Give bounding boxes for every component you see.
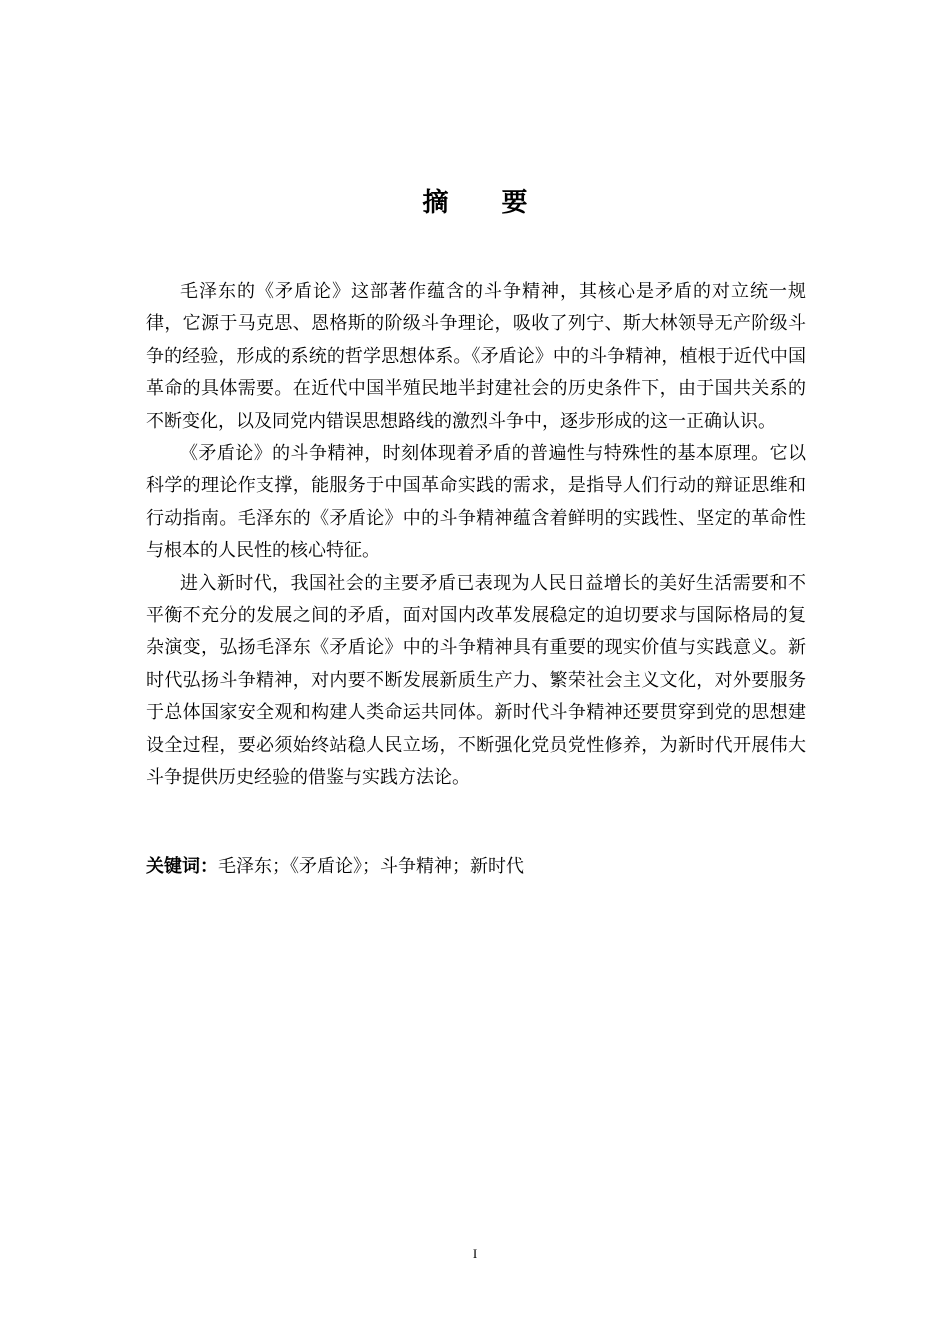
page-title: 摘 要 xyxy=(422,188,550,218)
keywords-line xyxy=(146,852,806,882)
abstract-paragraph-1: 毛泽东的《矛盾论》这部著作蕴含的斗争精神，其核心是矛盾的对立统一规律，它源于马克思、恩格斯的阶级斗争理论，吸收了列宁、斯大林领导无产阶级斗争的经验，形成的系统的哲学思想体系。《矛盾论》中的斗争精神，植根于近代中国革命的具体需要。在近代中国半殖民地半封建社会的历史条件下，由于国共关系的不断变化，以及同党内错误思想路线的激烈斗争中，逐步形成的这一正确认识。 xyxy=(146,281,806,432)
abstract-paragraph-2: 《矛盾论》的斗争精神，时刻体现着矛盾的普遍性与特殊性的基本原理。它以科学的理论作支撑，能服务于中国革命实践的需求，是指导人们行动的辩证思维和行动指南。毛泽东的《矛盾论》中的斗争精神蕴含着鲜明的实践性、坚定的革命性与根本的人民性的核心特征。 xyxy=(146,443,806,562)
page-number: I xyxy=(472,1246,478,1261)
keywords-text: 毛泽东；《矛盾论》；斗争精神；新时代 xyxy=(218,856,524,877)
keywords-label: 关键词： xyxy=(146,856,218,877)
abstract-body xyxy=(146,276,806,795)
abstract-paragraph-3: 进入新时代，我国社会的主要矛盾已表现为人民日益增长的美好生活需要和不平衡不充分的发展之间的矛盾，面对国内改革发展稳定的迫切要求与国际格局的复杂演变，弘扬毛泽东《矛盾论》中的斗争精神具有重要的现实价值与实践意义。新时代弘扬斗争精神，对内要不断发展新质生产力、繁荣社会主义文化，对外要服务于总体国家安全观和构建人类命运共同体。新时代斗争精神还要贯穿到党的思想建设全过程，要必须始终站稳人民立场，不断强化党员党性修养，为新时代开展伟大斗争提供历史经验的借鉴与实践方法论。 xyxy=(146,572,806,789)
